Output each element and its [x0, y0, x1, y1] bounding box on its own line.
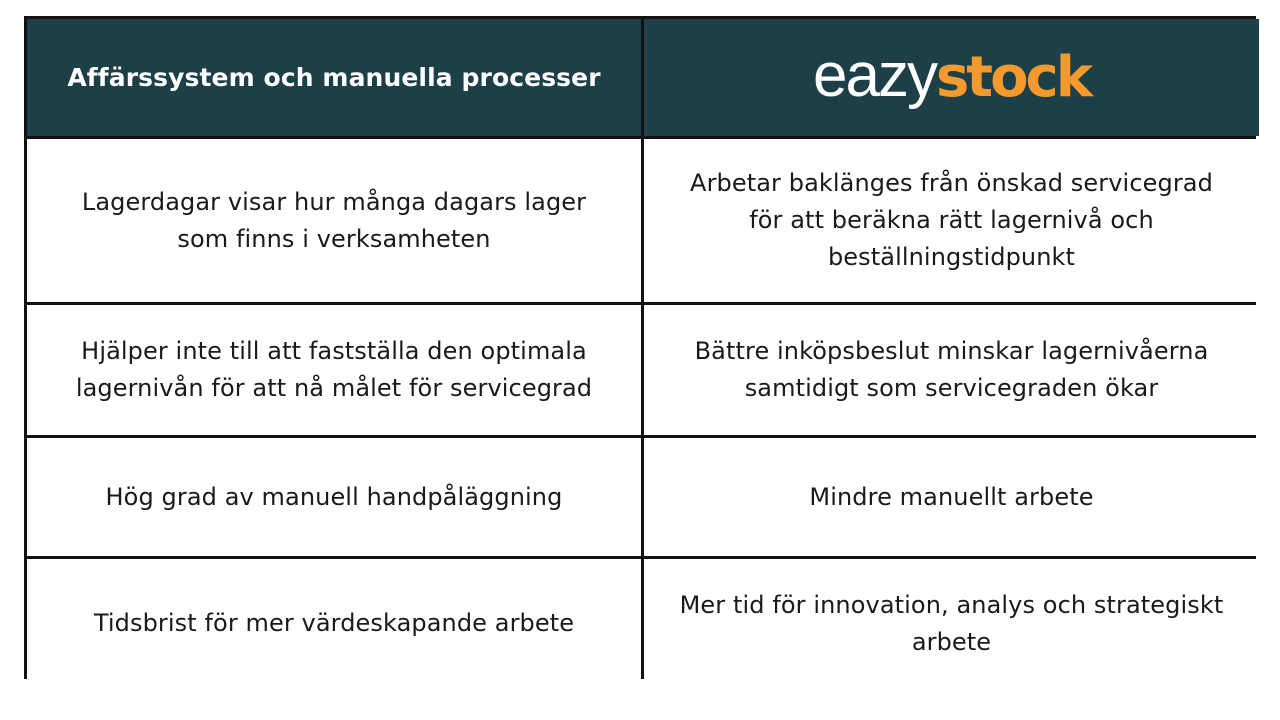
comparison-table — [24, 16, 1256, 679]
row-2-left: Hjälper inte till att fastställa den optimala lagernivån för att nå målet för servicegrad — [27, 305, 641, 435]
row-1-left: Lagerdagar visar hur många dagars lager som finns i verksamheten — [27, 139, 641, 302]
row-4-left: Tidsbrist för mer värdeskapande arbete — [27, 559, 641, 688]
eazystock-logo — [813, 40, 1090, 110]
row-4-right: Mer tid för innovation, analys och strategiskt arbete — [644, 559, 1259, 688]
header-left-title: Affärssystem och manuella processer — [27, 19, 641, 136]
logo-part-eazy: eazy — [813, 40, 936, 110]
header-logo-cell — [644, 19, 1259, 136]
row-3-right: Mindre manuellt arbete — [644, 438, 1259, 556]
row-2-right: Bättre inköpsbeslut minskar lagernivåerna samtidigt som servicegraden ökar — [644, 305, 1259, 435]
logo-part-stock: stock — [935, 44, 1090, 110]
row-3-left: Hög grad av manuell handpåläggning — [27, 438, 641, 556]
row-1-right: Arbetar baklänges från önskad servicegrad för att beräkna rätt lagernivå och beställningstidpunkt — [644, 139, 1259, 302]
